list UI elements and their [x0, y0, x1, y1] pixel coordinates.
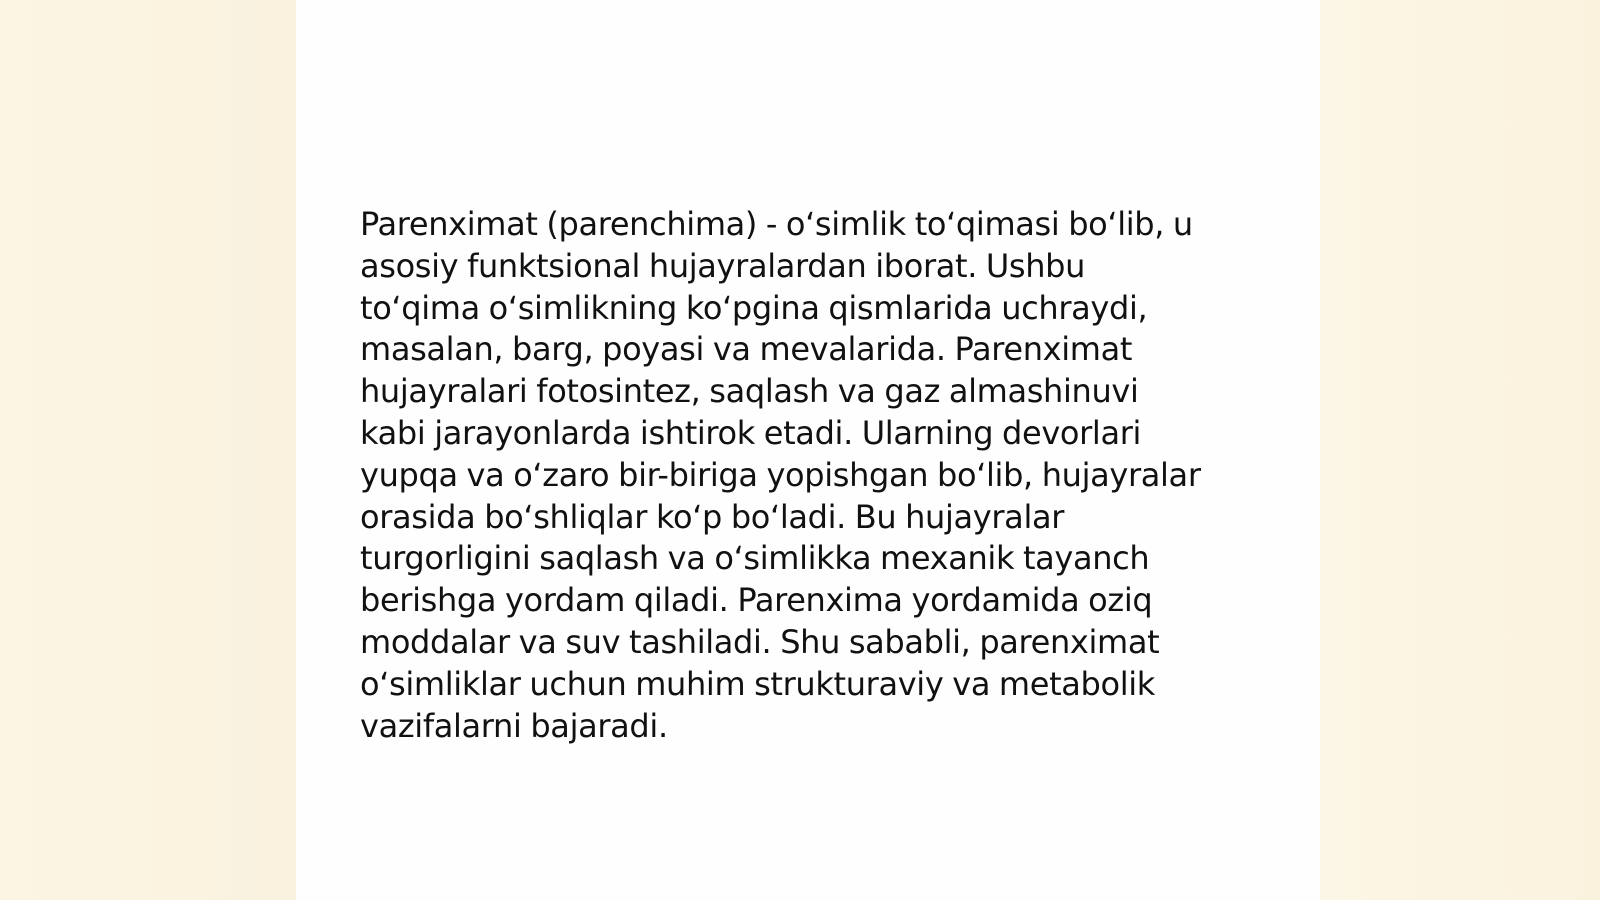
right-margin-background: [1320, 0, 1600, 900]
slide-body-text: Parenximat (parenchima) - o‘simlik to‘qimasi bo‘lib, u asosiy funktsional hujayralardan iborat. Ushbu to‘qima o‘simlikning ko‘pgina qismlarida uchraydi, masalan, barg, poyasi va mevalarida. Parenximat hujayralari fotosintez, saqlash va gaz almashinuvi kabi jarayonlarda ishtirok etadi. Ularning devorlari yupqa va o‘zaro bir-biriga yopishgan bo‘lib, hujayralar orasida bo‘shliqlar ko‘p bo‘ladi. Bu hujayralar turgorligini saqlash va o‘simlikka mexanik tayanch berishga yordam qiladi. Parenxima yordamida oziq moddalar va suv tashiladi. Shu sababli, parenximat o‘simliklar uchun muhim strukturaviy va metabolik vazifalarni bajaradi.: [360, 205, 1201, 745]
left-margin-background: [0, 0, 296, 900]
slide-canvas: [296, 0, 1320, 900]
